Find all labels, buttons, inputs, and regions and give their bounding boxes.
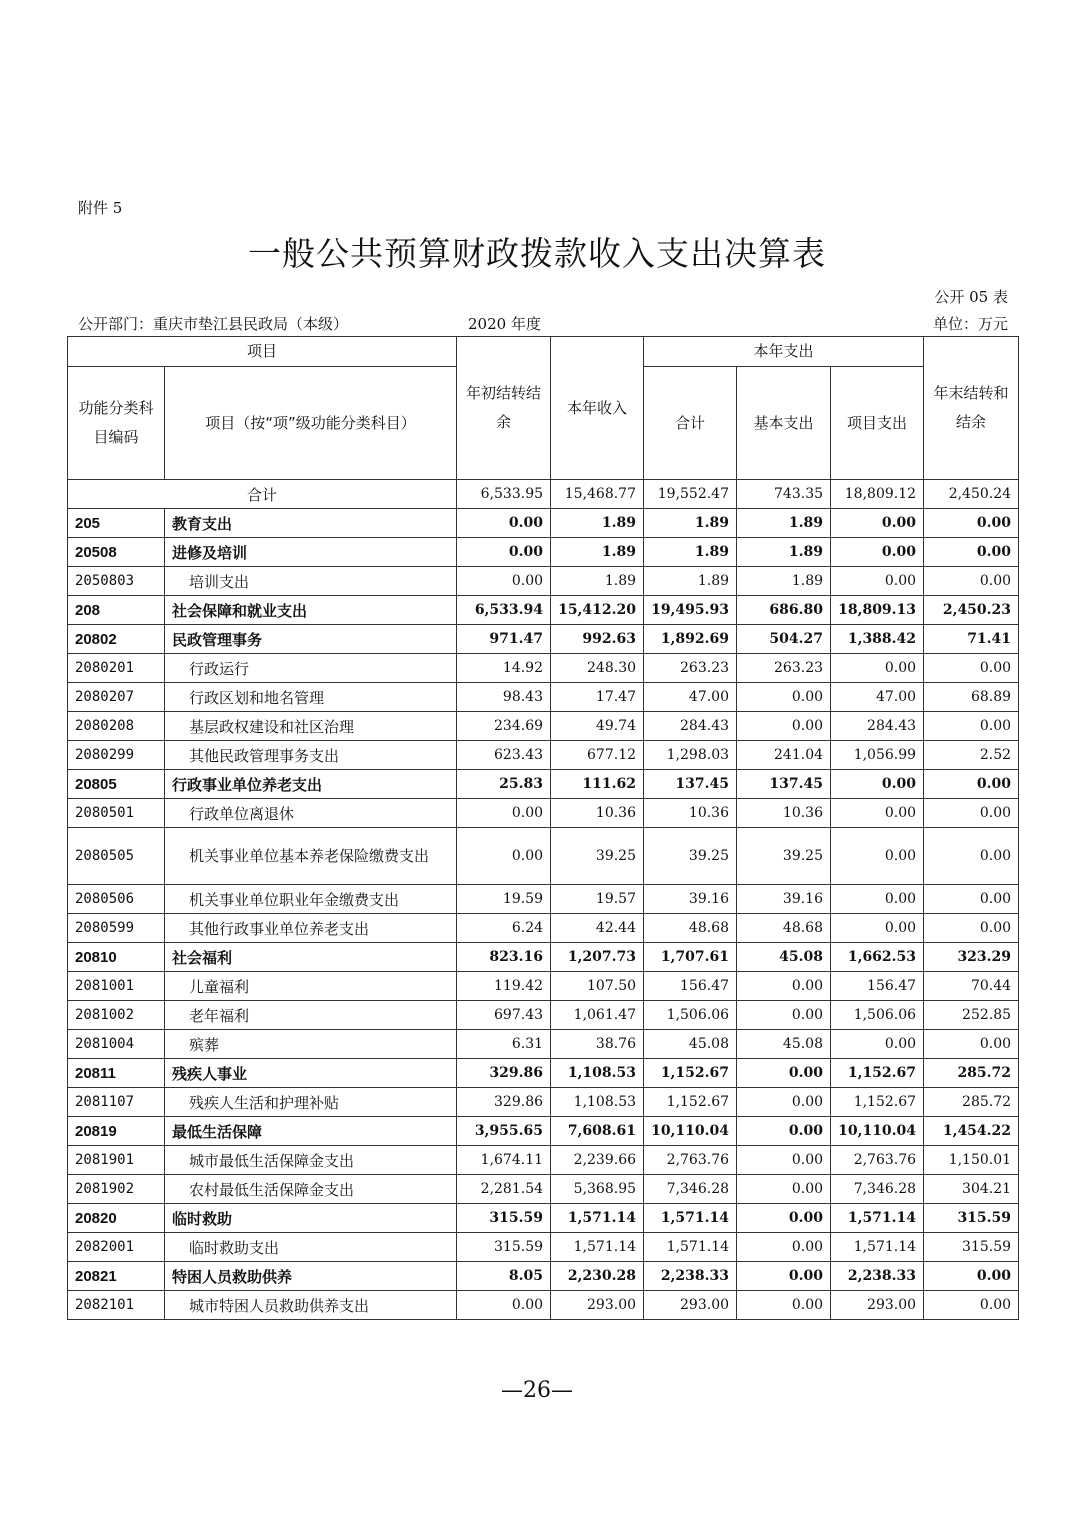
row-opening-balance: 971.47 bbox=[457, 625, 551, 654]
row-closing-balance: 315.59 bbox=[924, 1233, 1019, 1262]
row-closing-balance: 0.00 bbox=[924, 654, 1019, 683]
header-current-year-expense: 本年支出 bbox=[644, 337, 924, 367]
row-closing-balance: 0.00 bbox=[924, 712, 1019, 741]
table-row bbox=[68, 885, 1019, 914]
row-expense-total: 156.47 bbox=[644, 972, 737, 1001]
row-project-expense: 1,056.99 bbox=[831, 741, 924, 770]
row-current-income: 19.57 bbox=[551, 885, 644, 914]
page-number: —26— bbox=[501, 1378, 573, 1403]
header-func-code: 功能分类科目编码 bbox=[68, 367, 165, 480]
row-basic-expense: 0.00 bbox=[737, 1088, 831, 1117]
row-code: 2082001 bbox=[68, 1233, 165, 1262]
row-item-name: 城市特困人员救助供养支出 bbox=[165, 1291, 457, 1320]
row-item-name: 行政单位离退休 bbox=[165, 799, 457, 828]
row-opening-balance: 6.24 bbox=[457, 914, 551, 943]
row-closing-balance: 0.00 bbox=[924, 1262, 1019, 1291]
row-closing-balance: 0.00 bbox=[924, 799, 1019, 828]
row-item-name: 行政运行 bbox=[165, 654, 457, 683]
table-row bbox=[68, 1001, 1019, 1030]
row-code: 2081002 bbox=[68, 1001, 165, 1030]
total-label: 合计 bbox=[68, 480, 457, 509]
row-current-income: 15,412.20 bbox=[551, 596, 644, 625]
row-closing-balance: 1,150.01 bbox=[924, 1146, 1019, 1175]
header-total: 合计 bbox=[644, 367, 737, 480]
row-opening-balance: 0.00 bbox=[457, 509, 551, 538]
row-expense-total: 284.43 bbox=[644, 712, 737, 741]
table-row bbox=[68, 654, 1019, 683]
total-row bbox=[68, 480, 1019, 509]
row-current-income: 1,207.73 bbox=[551, 943, 644, 972]
row-current-income: 1,571.14 bbox=[551, 1233, 644, 1262]
row-item-name: 行政区划和地名管理 bbox=[165, 683, 457, 712]
row-current-income: 2,230.28 bbox=[551, 1262, 644, 1291]
row-opening-balance: 119.42 bbox=[457, 972, 551, 1001]
row-project-expense: 156.47 bbox=[831, 972, 924, 1001]
row-opening-balance: 25.83 bbox=[457, 770, 551, 799]
row-closing-balance: 0.00 bbox=[924, 509, 1019, 538]
row-project-expense: 1,571.14 bbox=[831, 1204, 924, 1233]
row-current-income: 293.00 bbox=[551, 1291, 644, 1320]
row-closing-balance: 0.00 bbox=[924, 914, 1019, 943]
row-basic-expense: 686.80 bbox=[737, 596, 831, 625]
row-basic-expense: 0.00 bbox=[737, 1175, 831, 1204]
row-project-expense: 1,506.06 bbox=[831, 1001, 924, 1030]
row-basic-expense: 0.00 bbox=[737, 1059, 831, 1088]
row-closing-balance: 315.59 bbox=[924, 1204, 1019, 1233]
row-code: 2081004 bbox=[68, 1030, 165, 1059]
department-label: 公开部门：重庆市垫江县民政局（本级） bbox=[78, 315, 349, 333]
row-basic-expense: 504.27 bbox=[737, 625, 831, 654]
row-current-income: 677.12 bbox=[551, 741, 644, 770]
row-basic-expense: 45.08 bbox=[737, 1030, 831, 1059]
fiscal-year: 2020 年度 bbox=[468, 315, 541, 333]
row-expense-total: 1,152.67 bbox=[644, 1059, 737, 1088]
row-code: 20810 bbox=[68, 943, 165, 972]
row-project-expense: 0.00 bbox=[831, 914, 924, 943]
row-basic-expense: 263.23 bbox=[737, 654, 831, 683]
row-closing-balance: 68.89 bbox=[924, 683, 1019, 712]
row-basic-expense: 0.00 bbox=[737, 1262, 831, 1291]
row-opening-balance: 14.92 bbox=[457, 654, 551, 683]
row-code: 20802 bbox=[68, 625, 165, 654]
row-opening-balance: 3,955.65 bbox=[457, 1117, 551, 1146]
row-current-income: 38.76 bbox=[551, 1030, 644, 1059]
row-opening-balance: 623.43 bbox=[457, 741, 551, 770]
row-project-expense: 10,110.04 bbox=[831, 1117, 924, 1146]
row-project-expense: 0.00 bbox=[831, 799, 924, 828]
row-expense-total: 48.68 bbox=[644, 914, 737, 943]
table-row bbox=[68, 1291, 1019, 1320]
table-row bbox=[68, 509, 1019, 538]
table-row bbox=[68, 567, 1019, 596]
row-basic-expense: 0.00 bbox=[737, 1291, 831, 1320]
row-project-expense: 0.00 bbox=[831, 654, 924, 683]
row-closing-balance: 0.00 bbox=[924, 567, 1019, 596]
header-item-name: 项目（按“项”级功能分类科目） bbox=[165, 367, 457, 480]
row-current-income: 111.62 bbox=[551, 770, 644, 799]
row-opening-balance: 19.59 bbox=[457, 885, 551, 914]
row-item-name: 教育支出 bbox=[165, 509, 457, 538]
row-opening-balance: 0.00 bbox=[457, 1291, 551, 1320]
row-closing-balance: 252.85 bbox=[924, 1001, 1019, 1030]
row-expense-total: 7,346.28 bbox=[644, 1175, 737, 1204]
row-item-name: 民政管理事务 bbox=[165, 625, 457, 654]
row-opening-balance: 315.59 bbox=[457, 1204, 551, 1233]
row-expense-total: 1,298.03 bbox=[644, 741, 737, 770]
row-item-name: 临时救助 bbox=[165, 1204, 457, 1233]
row-code: 20819 bbox=[68, 1117, 165, 1146]
table-row bbox=[68, 770, 1019, 799]
row-project-expense: 0.00 bbox=[831, 567, 924, 596]
row-item-name: 农村最低生活保障金支出 bbox=[165, 1175, 457, 1204]
row-closing-balance: 285.72 bbox=[924, 1059, 1019, 1088]
row-opening-balance: 0.00 bbox=[457, 799, 551, 828]
row-closing-balance: 0.00 bbox=[924, 828, 1019, 885]
table-row bbox=[68, 712, 1019, 741]
row-project-expense: 47.00 bbox=[831, 683, 924, 712]
header-current-income: 本年收入 bbox=[551, 337, 644, 480]
row-basic-expense: 0.00 bbox=[737, 972, 831, 1001]
unit-label: 单位：万元 bbox=[932, 315, 1008, 333]
row-opening-balance: 0.00 bbox=[457, 567, 551, 596]
row-expense-total: 39.25 bbox=[644, 828, 737, 885]
row-opening-balance: 315.59 bbox=[457, 1233, 551, 1262]
row-closing-balance: 285.72 bbox=[924, 1088, 1019, 1117]
row-item-name: 残疾人事业 bbox=[165, 1059, 457, 1088]
row-basic-expense: 241.04 bbox=[737, 741, 831, 770]
row-project-expense: 0.00 bbox=[831, 828, 924, 885]
row-basic-expense: 10.36 bbox=[737, 799, 831, 828]
row-opening-balance: 329.86 bbox=[457, 1088, 551, 1117]
row-current-income: 107.50 bbox=[551, 972, 644, 1001]
row-current-income: 1,061.47 bbox=[551, 1001, 644, 1030]
row-basic-expense: 1.89 bbox=[737, 567, 831, 596]
row-basic-expense: 0.00 bbox=[737, 1146, 831, 1175]
row-project-expense: 284.43 bbox=[831, 712, 924, 741]
row-basic-expense: 39.25 bbox=[737, 828, 831, 885]
row-item-name: 殡葬 bbox=[165, 1030, 457, 1059]
row-opening-balance: 1,674.11 bbox=[457, 1146, 551, 1175]
row-current-income: 42.44 bbox=[551, 914, 644, 943]
table-row bbox=[68, 1088, 1019, 1117]
row-basic-expense: 0.00 bbox=[737, 1233, 831, 1262]
row-item-name: 其他行政事业单位养老支出 bbox=[165, 914, 457, 943]
total-basic-expense: 743.35 bbox=[737, 480, 831, 509]
row-expense-total: 45.08 bbox=[644, 1030, 737, 1059]
row-opening-balance: 0.00 bbox=[457, 828, 551, 885]
row-opening-balance: 6,533.94 bbox=[457, 596, 551, 625]
row-code: 205 bbox=[68, 509, 165, 538]
row-code: 20820 bbox=[68, 1204, 165, 1233]
row-expense-total: 293.00 bbox=[644, 1291, 737, 1320]
row-current-income: 1,571.14 bbox=[551, 1204, 644, 1233]
row-item-name: 老年福利 bbox=[165, 1001, 457, 1030]
row-project-expense: 0.00 bbox=[831, 1030, 924, 1059]
row-code: 2080201 bbox=[68, 654, 165, 683]
row-item-name: 行政事业单位养老支出 bbox=[165, 770, 457, 799]
row-current-income: 248.30 bbox=[551, 654, 644, 683]
row-project-expense: 0.00 bbox=[831, 770, 924, 799]
total-expense-total: 19,552.47 bbox=[644, 480, 737, 509]
row-current-income: 10.36 bbox=[551, 799, 644, 828]
row-code: 208 bbox=[68, 596, 165, 625]
row-current-income: 992.63 bbox=[551, 625, 644, 654]
row-opening-balance: 329.86 bbox=[457, 1059, 551, 1088]
row-expense-total: 19,495.93 bbox=[644, 596, 737, 625]
row-expense-total: 263.23 bbox=[644, 654, 737, 683]
row-expense-total: 1.89 bbox=[644, 509, 737, 538]
row-code: 2080208 bbox=[68, 712, 165, 741]
table-row bbox=[68, 1117, 1019, 1146]
row-code: 2080599 bbox=[68, 914, 165, 943]
row-expense-total: 2,238.33 bbox=[644, 1262, 737, 1291]
row-basic-expense: 0.00 bbox=[737, 712, 831, 741]
row-opening-balance: 823.16 bbox=[457, 943, 551, 972]
row-expense-total: 39.16 bbox=[644, 885, 737, 914]
row-code: 2080506 bbox=[68, 885, 165, 914]
row-expense-total: 1.89 bbox=[644, 567, 737, 596]
row-closing-balance: 323.29 bbox=[924, 943, 1019, 972]
row-closing-balance: 1,454.22 bbox=[924, 1117, 1019, 1146]
table-row bbox=[68, 914, 1019, 943]
row-expense-total: 1,571.14 bbox=[644, 1233, 737, 1262]
table-row bbox=[68, 625, 1019, 654]
row-item-name: 临时救助支出 bbox=[165, 1233, 457, 1262]
row-project-expense: 2,763.76 bbox=[831, 1146, 924, 1175]
table-row bbox=[68, 1030, 1019, 1059]
attachment-label: 附件 5 bbox=[78, 199, 123, 217]
page-title: 一般公共预算财政拨款收入支出决算表 bbox=[248, 234, 826, 273]
row-opening-balance: 234.69 bbox=[457, 712, 551, 741]
row-expense-total: 1,506.06 bbox=[644, 1001, 737, 1030]
row-project-expense: 0.00 bbox=[831, 538, 924, 567]
row-expense-total: 10.36 bbox=[644, 799, 737, 828]
row-opening-balance: 2,281.54 bbox=[457, 1175, 551, 1204]
row-opening-balance: 0.00 bbox=[457, 538, 551, 567]
row-basic-expense: 0.00 bbox=[737, 1001, 831, 1030]
row-expense-total: 2,763.76 bbox=[644, 1146, 737, 1175]
row-current-income: 2,239.66 bbox=[551, 1146, 644, 1175]
row-opening-balance: 6.31 bbox=[457, 1030, 551, 1059]
header-basic-expense: 基本支出 bbox=[737, 367, 831, 480]
table-row bbox=[68, 1262, 1019, 1291]
row-current-income: 17.47 bbox=[551, 683, 644, 712]
row-closing-balance: 0.00 bbox=[924, 1030, 1019, 1059]
row-project-expense: 1,662.53 bbox=[831, 943, 924, 972]
row-item-name: 社会福利 bbox=[165, 943, 457, 972]
row-project-expense: 7,346.28 bbox=[831, 1175, 924, 1204]
row-code: 20811 bbox=[68, 1059, 165, 1088]
table-row bbox=[68, 538, 1019, 567]
header-project: 项目 bbox=[68, 337, 457, 367]
row-current-income: 7,608.61 bbox=[551, 1117, 644, 1146]
row-code: 2050803 bbox=[68, 567, 165, 596]
row-opening-balance: 697.43 bbox=[457, 1001, 551, 1030]
table-row bbox=[68, 1233, 1019, 1262]
row-closing-balance: 70.44 bbox=[924, 972, 1019, 1001]
row-code: 20508 bbox=[68, 538, 165, 567]
row-opening-balance: 8.05 bbox=[457, 1262, 551, 1291]
table-row bbox=[68, 596, 1019, 625]
row-expense-total: 1,892.69 bbox=[644, 625, 737, 654]
header-closing-balance: 年末结转和结余 bbox=[924, 337, 1019, 480]
row-opening-balance: 98.43 bbox=[457, 683, 551, 712]
row-expense-total: 1,152.67 bbox=[644, 1088, 737, 1117]
table-number: 公开 05 表 bbox=[934, 288, 1008, 306]
row-closing-balance: 2.52 bbox=[924, 741, 1019, 770]
row-item-name: 机关事业单位职业年金缴费支出 bbox=[165, 885, 457, 914]
row-current-income: 49.74 bbox=[551, 712, 644, 741]
row-project-expense: 2,238.33 bbox=[831, 1262, 924, 1291]
row-item-name: 机关事业单位基本养老保险缴费支出 bbox=[165, 828, 457, 885]
row-code: 2081901 bbox=[68, 1146, 165, 1175]
row-item-name: 城市最低生活保障金支出 bbox=[165, 1146, 457, 1175]
table-row bbox=[68, 943, 1019, 972]
row-project-expense: 1,152.67 bbox=[831, 1059, 924, 1088]
row-current-income: 1.89 bbox=[551, 567, 644, 596]
row-basic-expense: 45.08 bbox=[737, 943, 831, 972]
row-item-name: 最低生活保障 bbox=[165, 1117, 457, 1146]
row-basic-expense: 0.00 bbox=[737, 1117, 831, 1146]
row-basic-expense: 1.89 bbox=[737, 538, 831, 567]
row-item-name: 培训支出 bbox=[165, 567, 457, 596]
row-project-expense: 1,388.42 bbox=[831, 625, 924, 654]
row-expense-total: 1.89 bbox=[644, 538, 737, 567]
row-project-expense: 18,809.13 bbox=[831, 596, 924, 625]
row-item-name: 其他民政管理事务支出 bbox=[165, 741, 457, 770]
row-code: 2080501 bbox=[68, 799, 165, 828]
row-expense-total: 1,571.14 bbox=[644, 1204, 737, 1233]
row-basic-expense: 137.45 bbox=[737, 770, 831, 799]
row-item-name: 特困人员救助供养 bbox=[165, 1262, 457, 1291]
row-closing-balance: 2,450.23 bbox=[924, 596, 1019, 625]
row-expense-total: 47.00 bbox=[644, 683, 737, 712]
table-row bbox=[68, 1146, 1019, 1175]
table-row bbox=[68, 683, 1019, 712]
total-opening-balance: 6,533.95 bbox=[457, 480, 551, 509]
row-code: 2081107 bbox=[68, 1088, 165, 1117]
row-code: 2080505 bbox=[68, 828, 165, 885]
row-code: 20821 bbox=[68, 1262, 165, 1291]
row-current-income: 1,108.53 bbox=[551, 1059, 644, 1088]
row-project-expense: 0.00 bbox=[831, 885, 924, 914]
row-code: 2080207 bbox=[68, 683, 165, 712]
table-row bbox=[68, 799, 1019, 828]
row-current-income: 39.25 bbox=[551, 828, 644, 885]
row-expense-total: 137.45 bbox=[644, 770, 737, 799]
row-item-name: 社会保障和就业支出 bbox=[165, 596, 457, 625]
row-current-income: 1.89 bbox=[551, 538, 644, 567]
total-closing-balance: 2,450.24 bbox=[924, 480, 1019, 509]
row-expense-total: 1,707.61 bbox=[644, 943, 737, 972]
row-project-expense: 293.00 bbox=[831, 1291, 924, 1320]
header-project-expense: 项目支出 bbox=[831, 367, 924, 480]
row-item-name: 残疾人生活和护理补贴 bbox=[165, 1088, 457, 1117]
row-basic-expense: 1.89 bbox=[737, 509, 831, 538]
row-basic-expense: 39.16 bbox=[737, 885, 831, 914]
row-code: 20805 bbox=[68, 770, 165, 799]
row-basic-expense: 0.00 bbox=[737, 683, 831, 712]
row-current-income: 1.89 bbox=[551, 509, 644, 538]
table-row bbox=[68, 972, 1019, 1001]
row-closing-balance: 0.00 bbox=[924, 770, 1019, 799]
table-row bbox=[68, 828, 1019, 885]
row-project-expense: 1,571.14 bbox=[831, 1233, 924, 1262]
row-current-income: 5,368.95 bbox=[551, 1175, 644, 1204]
budget-table bbox=[67, 336, 1019, 1320]
table-row bbox=[68, 1204, 1019, 1233]
row-item-name: 基层政权建设和社区治理 bbox=[165, 712, 457, 741]
row-basic-expense: 48.68 bbox=[737, 914, 831, 943]
row-code: 2081001 bbox=[68, 972, 165, 1001]
table-row bbox=[68, 741, 1019, 770]
row-code: 2081902 bbox=[68, 1175, 165, 1204]
header-opening-balance: 年初结转结余 bbox=[457, 337, 551, 480]
total-project-expense: 18,809.12 bbox=[831, 480, 924, 509]
total-current-income: 15,468.77 bbox=[551, 480, 644, 509]
row-item-name: 进修及培训 bbox=[165, 538, 457, 567]
row-closing-balance: 304.21 bbox=[924, 1175, 1019, 1204]
row-closing-balance: 0.00 bbox=[924, 538, 1019, 567]
row-code: 2080299 bbox=[68, 741, 165, 770]
row-project-expense: 0.00 bbox=[831, 509, 924, 538]
row-item-name: 儿童福利 bbox=[165, 972, 457, 1001]
table-row bbox=[68, 1175, 1019, 1204]
row-closing-balance: 0.00 bbox=[924, 1291, 1019, 1320]
row-expense-total: 10,110.04 bbox=[644, 1117, 737, 1146]
table-row bbox=[68, 1059, 1019, 1088]
row-closing-balance: 0.00 bbox=[924, 885, 1019, 914]
row-closing-balance: 71.41 bbox=[924, 625, 1019, 654]
row-current-income: 1,108.53 bbox=[551, 1088, 644, 1117]
row-project-expense: 1,152.67 bbox=[831, 1088, 924, 1117]
row-code: 2082101 bbox=[68, 1291, 165, 1320]
row-basic-expense: 0.00 bbox=[737, 1204, 831, 1233]
